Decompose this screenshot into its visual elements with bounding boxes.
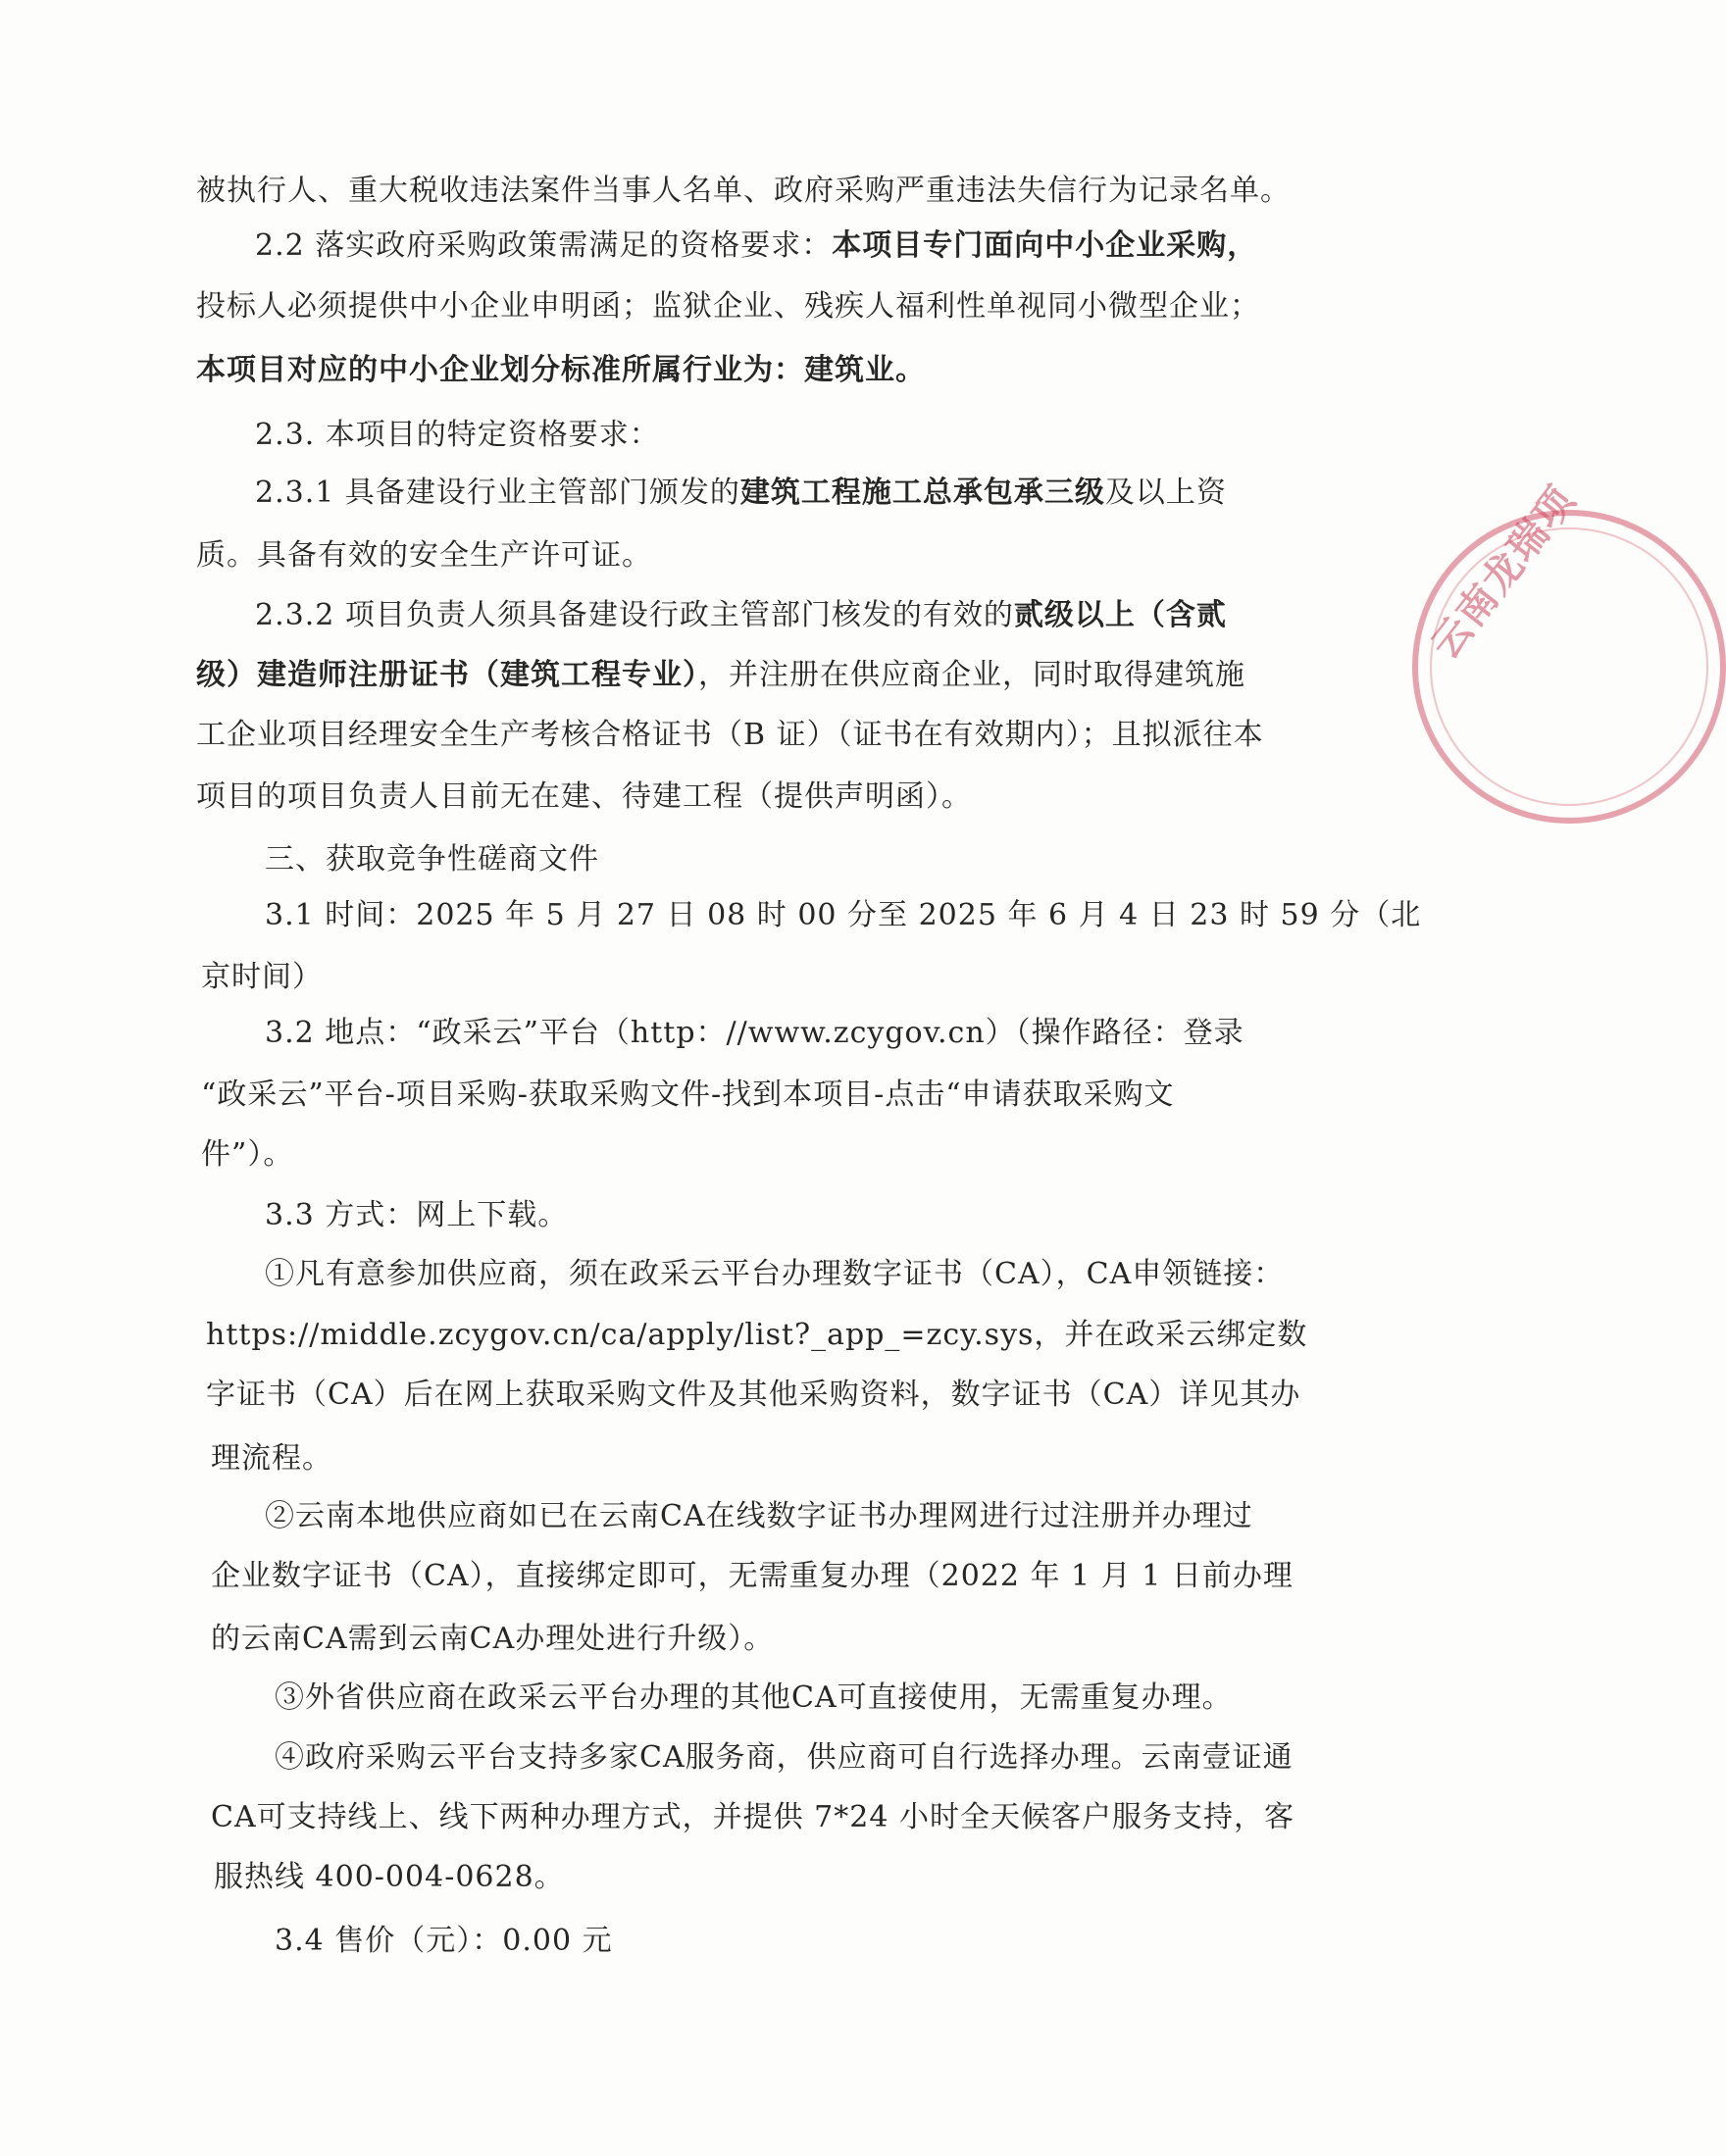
text-line xyxy=(196,351,926,390)
text-line xyxy=(201,958,323,997)
text-line xyxy=(201,1135,293,1175)
bold-text-segment: 本项目专门面向中小企业采购， xyxy=(832,228,1258,263)
text-line xyxy=(275,1679,1233,1718)
text-segment: 件”）。 xyxy=(201,1137,294,1172)
text-segment: 质。具备有效的安全生产许可证。 xyxy=(196,538,652,573)
text-segment: 项目的项目负责人目前无在建、待建工程（提供声明函）。 xyxy=(196,779,972,814)
text-segment: 2.2 落实政府采购政策需满足的资格要求： xyxy=(255,228,833,263)
text-segment: 2.3.1 具备建设行业主管部门颁发的 xyxy=(255,476,740,510)
text-segment: ③外省供应商在政采云平台办理的其他CA可直接使用，无需重复办理。 xyxy=(275,1680,1233,1715)
text-line xyxy=(265,1196,568,1235)
text-segment: ，并注册在供应商企业，同时取得建筑施 xyxy=(698,658,1245,692)
text-segment: 3.4 售价（元）：0.00 元 xyxy=(275,1924,613,1958)
text-line xyxy=(265,1014,1244,1053)
text-line xyxy=(211,1620,774,1659)
bold-text-segment: 贰级以上（含贰 xyxy=(1013,598,1227,632)
text-line xyxy=(196,716,1264,755)
text-line xyxy=(211,1798,1294,1837)
text-line xyxy=(211,1439,332,1479)
text-segment: 3.2 地点：“政采云”平台（http：//www.zcygov.cn）（操作路径：登录 xyxy=(265,1016,1244,1050)
text-segment: 字证书（CA）后在网上获取采购文件及其他采购资料，数字证书（CA）详见其办 xyxy=(206,1378,1301,1412)
text-line xyxy=(211,1557,1294,1596)
text-line xyxy=(255,596,1227,635)
text-segment: 投标人必须提供中小企业申明函；监狱企业、残疾人福利性单视同小微型企业； xyxy=(196,289,1260,324)
text-line xyxy=(265,1255,1284,1294)
text-line xyxy=(206,1316,1307,1355)
text-segment: 工企业项目经理安全生产考核合格证书（B 证）（证书在有效期内）；且拟派往本 xyxy=(196,718,1264,752)
text-segment: 理流程。 xyxy=(211,1441,332,1476)
text-segment: 3.1 时间：2025 年 5 月 27 日 08 时 00 分至 2025 年 6 月 4 日 23 时 59 分（北 xyxy=(265,898,1422,932)
text-line xyxy=(196,777,972,817)
text-line xyxy=(196,172,1291,211)
text-line xyxy=(196,536,652,576)
text-segment: 京时间） xyxy=(201,960,323,994)
text-line xyxy=(214,1858,565,1897)
text-line xyxy=(265,1497,1253,1536)
official-seal-text: 云南龙瑞项 xyxy=(1422,477,1586,668)
text-line xyxy=(206,1376,1300,1415)
text-segment: 2.3.2 项目负责人须具备建设行政主管部门核发的有效的 xyxy=(255,598,1014,632)
text-segment: ①凡有意参加供应商，须在政采云平台办理数字证书（CA），CA申领链接： xyxy=(265,1257,1285,1291)
text-segment: ④政府采购云平台支持多家CA服务商，供应商可自行选择办理。云南壹证通 xyxy=(275,1740,1294,1775)
official-seal xyxy=(1412,477,1726,824)
text-segment: 3.3 方式：网上下载。 xyxy=(265,1198,569,1232)
text-line xyxy=(201,1076,1175,1115)
text-line xyxy=(275,1738,1294,1778)
text-segment: 被执行人、重大税收违法案件当事人名单、政府采购严重违法失信行为记录名单。 xyxy=(196,174,1291,208)
text-line xyxy=(255,416,660,455)
text-segment: 服热线 400-004-0628。 xyxy=(214,1860,565,1894)
text-segment: 三、获取竞争性磋商文件 xyxy=(265,842,599,877)
bold-text-segment: 本项目对应的中小企业划分标准所属行业为：建筑业。 xyxy=(196,353,926,387)
text-segment: ②云南本地供应商如已在云南CA在线数字证书办理网进行过注册并办理过 xyxy=(265,1499,1253,1533)
text-segment: https://middle.zcygov.cn/ca/apply/list?_app_=zcy.sys，并在政采云绑定数 xyxy=(206,1318,1308,1352)
text-line xyxy=(265,840,599,879)
text-line xyxy=(196,656,1245,695)
text-line xyxy=(265,896,1421,935)
text-segment: 的云南CA需到云南CA办理处进行升级）。 xyxy=(211,1622,775,1656)
text-segment: “政采云”平台-项目采购-获取采购文件-找到本项目-点击“申请获取采购文 xyxy=(201,1078,1175,1112)
bold-text-segment: 建筑工程施工总承包承三级 xyxy=(739,476,1105,510)
text-line xyxy=(255,474,1227,513)
text-line xyxy=(196,287,1260,326)
text-segment: 2.3. 本项目的特定资格要求： xyxy=(255,418,660,452)
bold-text-segment: 级）建造师注册证书（建筑工程专业） xyxy=(196,658,698,692)
text-line xyxy=(255,226,1257,266)
text-segment: 企业数字证书（CA），直接绑定即可，无需重复办理（2022 年 1 月 1 日前办理 xyxy=(211,1559,1294,1593)
text-line xyxy=(275,1922,613,1961)
text-segment: CA可支持线上、线下两种办理方式，并提供 7*24 小时全天候客户服务支持，客 xyxy=(211,1800,1294,1834)
text-segment: 及以上资 xyxy=(1104,476,1227,510)
